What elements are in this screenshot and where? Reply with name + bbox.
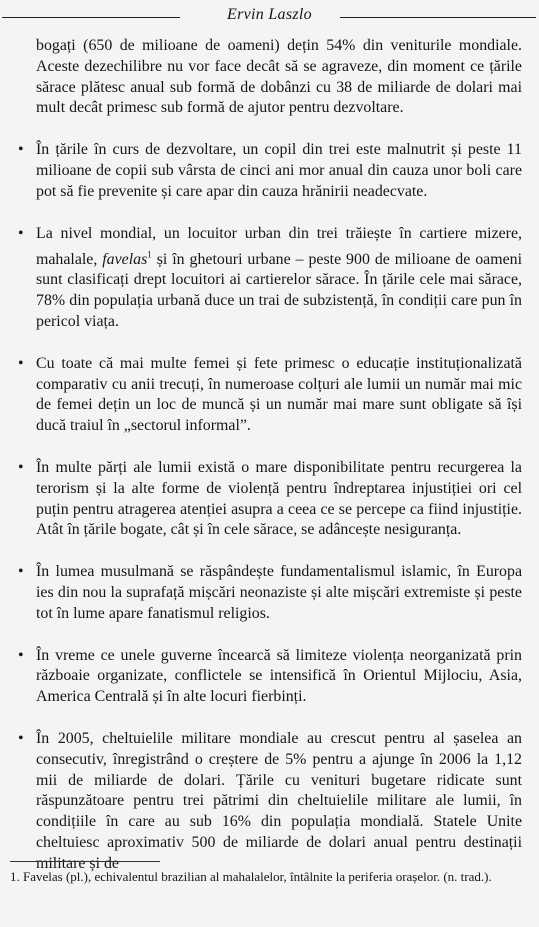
- emphasized-term: favelas: [102, 250, 148, 268]
- bullet-icon: •: [18, 224, 24, 242]
- bullet-text: În țările în curs de dezvoltare, un copil din trei este malnutrit și peste 11 milioane de copii sub vârsta de cinci ani mor anual din cauza unor boli care pot să fie prevenite și care apar din cauza hrănirii neadecvate.: [36, 141, 522, 200]
- page-body: [10, 36, 522, 875]
- bullet-item-2: [10, 224, 522, 333]
- bullet-text: În multe părți ale lumii există o mare disponibilitate pentru recurgerea la terorism și la alte forme de violență pentru îndreptarea injustiției ori cel puțin pentru atragerea atenției asupra a ceea ce se percepe ca fiind injustiție. Atât în țările bogate, cât și în cele sărace, se adâncește nesiguranța.: [36, 459, 522, 539]
- bullet-text: Cu toate că mai multe femei și fete primesc o educație instituționalizată comparativ cu anii trecuți, în numeroase colțuri ale lumii un număr mai mic de femei dețin un loc de muncă și un număr mai mare sunt obligate să își ducă traiul în „sectorul informal”.: [36, 354, 522, 435]
- bullet-item-1: [10, 140, 522, 202]
- bullet-icon: •: [18, 646, 24, 664]
- bullet-item-7: [10, 729, 522, 875]
- bullet-text-part: și în ghetouri urbane – peste 900 de milioane de oameni sunt clasificați drept locuitori ai cartierelor sărace. În țările cele mai sărace, 78% din populația urbană duce un trai de subzistență, în condiții care pun în pericol viața.: [36, 250, 523, 331]
- bullet-icon: •: [18, 459, 24, 477]
- bullet-icon: •: [18, 730, 24, 748]
- intro-paragraph: bogați (650 de milioane de oameni) dețin 54% din veniturile mondiale. Aceste dezechilibre nu vor face decât să se agraveze, din moment ce țările sărace plătesc anual sub formă de dobânzi cu 38 de miliarde de dolari mai mult decât primesc sub formă de ajutor pentru dezvoltare.: [36, 37, 522, 117]
- bullet-item-6: [10, 646, 522, 708]
- bullet-text: [36, 225, 522, 330]
- running-header: [0, 6, 539, 28]
- bullet-icon: •: [18, 354, 24, 372]
- bullet-icon: •: [18, 563, 24, 581]
- bullet-text: În lumea musulmană se răspândește fundamentalismul islamic, în Europa ies din nou la suprafață mișcări neonaziste și alte mișcări extremiste și peste tot în lume apare fanatismul religios.: [36, 563, 522, 622]
- bullet-icon: •: [18, 141, 24, 159]
- footnote-marker: 1: [147, 249, 152, 260]
- footnote: 1. Favelas (pl.), echivalentul brazilian al mahalalelor, întâlnite la periferia orașelor. (n. trad.).: [10, 869, 492, 884]
- header-rule-right: [340, 17, 536, 18]
- bullet-text: În 2005, cheltuielile militare mondiale au crescut pentru al șaselea an consecutiv, înregistrând o creștere de 5% pentru a ajunge în 2006 la 1,12 mii de miliarde de dolari. Țările cu venituri bugetare ridicate sunt răspunzătoare pentru trei pătrimi din cheltuielile militare ale lumii, în condițiile în care au sub 16% din populația mondială. Statele Unite cheltuiesc aproximativ 500 de miliarde de dolari anual pentru destinații militare și de: [36, 730, 522, 872]
- bullet-item-3: [10, 354, 522, 437]
- running-title: Ervin Laszlo: [227, 6, 312, 23]
- bullet-text-part: La nivel mondial, un locuitor urban din trei trăiește în cartiere mizere, mahalale,: [36, 224, 522, 268]
- bullet-item-5: [10, 562, 522, 624]
- bullet-text: În vreme ce unele guverne încearcă să limiteze violența neorganizată prin războaie organizate, conflictele se intensifică în Orientul Mijlociu, Asia, America Centrală și în alte locuri fierbinți.: [36, 646, 522, 706]
- footnote-divider: [10, 861, 160, 862]
- bullet-item-4: [10, 458, 522, 541]
